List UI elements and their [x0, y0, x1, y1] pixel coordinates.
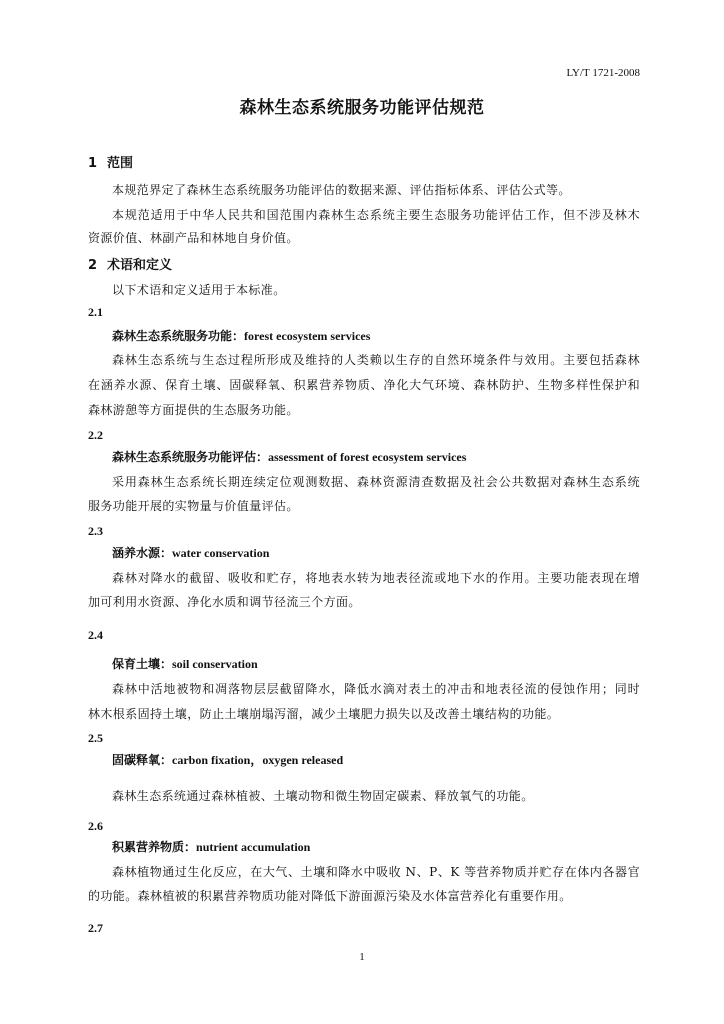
section-heading-terms [88, 257, 172, 274]
definition-line: 采用森林生态系统长期连续定位观测数据、森林资源清查数据及社会公共数据对森林生态系统 [112, 475, 640, 489]
clause-number: 2.5 [88, 731, 103, 745]
clause-number: 2.1 [88, 305, 103, 319]
clause-number: 2.4 [88, 628, 103, 642]
definition-line: 服务功能开展的实物量与价值量评估。 [88, 499, 299, 513]
paragraph-line: 资源价值、林副产品和林地自身价值。 [88, 231, 299, 245]
definition-line: 的功能。森林植被的积累营养物质功能对降低下游面源污染及水体富营养化有重要作用。 [88, 889, 572, 903]
term-chinese: 涵养水源： [112, 546, 173, 560]
term-heading [112, 752, 343, 768]
term-heading [112, 545, 269, 561]
section-title: 范围 [107, 156, 134, 171]
definition-line: 森林生态系统通过森林植被、土壤动物和微生物固定碳素、释放氧气的功能。 [112, 789, 534, 803]
term-english: nutrient accumulation [196, 840, 311, 854]
term-heading [112, 449, 466, 465]
term-chinese: 积累营养物质： [112, 840, 197, 854]
paragraph-line: 本规范界定了森林生态系统服务功能评估的数据来源、评估指标体系、评估公式等。 [112, 183, 571, 197]
section-heading-scope [88, 155, 133, 172]
section-number: 2 [88, 258, 98, 273]
definition-line: 在涵养水源、保育土壤、固碳释氧、积累营养物质、净化大气环境、森林防护、生物多样性保护和 [88, 378, 640, 392]
term-english: carbon fixation，oxygen released [172, 753, 344, 767]
terms-intro: 以下术语和定义适用于本标准。 [112, 283, 286, 297]
definition-line: 森林植物通过生化反应，在大气、土壤和降水中吸收 N、P、K 等营养物质并贮存在体内各器官 [112, 865, 640, 879]
definition-line: 林木根系固持土壤，防止土壤崩塌泻溜，减少土壤肥力损失以及改善土壤结构的功能。 [88, 707, 560, 721]
term-english: soil conservation [172, 657, 258, 671]
term-english: water conservation [172, 546, 270, 560]
term-chinese: 森林生态系统服务功能评估： [112, 450, 269, 464]
term-english: assessment of forest ecosystem services [268, 450, 467, 464]
clause-number: 2.7 [88, 921, 103, 935]
term-heading [112, 656, 258, 672]
definition-line: 森林中活地被物和凋落物层层截留降水，降低水滴对表土的冲击和地表径流的侵蚀作用；同时 [112, 682, 640, 696]
section-title: 术语和定义 [107, 258, 173, 273]
paragraph-line: 本规范适用于中华人民共和国范围内森林生态系统主要生态服务功能评估工作，但不涉及林木 [112, 208, 640, 222]
section-number: 1 [88, 156, 98, 171]
document-title: 森林生态系统服务功能评估规范 [239, 98, 485, 118]
term-heading [112, 328, 370, 344]
page-number: 1 [359, 951, 365, 963]
term-chinese: 固碳释氧： [112, 753, 173, 767]
term-english: forest ecosystem services [244, 329, 371, 343]
clause-number: 2.3 [88, 524, 103, 538]
definition-line: 森林游憩等方面提供的生态服务功能。 [88, 403, 299, 417]
definition-line: 森林对降水的截留、吸收和贮存，将地表水转为地表径流或地下水的作用。主要功能表现在增 [112, 571, 640, 585]
term-chinese: 森林生态系统服务功能： [112, 329, 245, 343]
standard-code: LY/T 1721-2008 [566, 67, 640, 79]
clause-number: 2.2 [88, 428, 103, 442]
term-heading [112, 839, 310, 855]
definition-line: 森林生态系统与生态过程所形成及维持的人类赖以生存的自然环境条件与效用。主要包括森林 [112, 353, 640, 367]
definition-line: 加可利用水资源、净化水质和调节径流三个方面。 [88, 595, 361, 609]
clause-number: 2.6 [88, 819, 103, 833]
term-chinese: 保育土壤： [112, 657, 173, 671]
